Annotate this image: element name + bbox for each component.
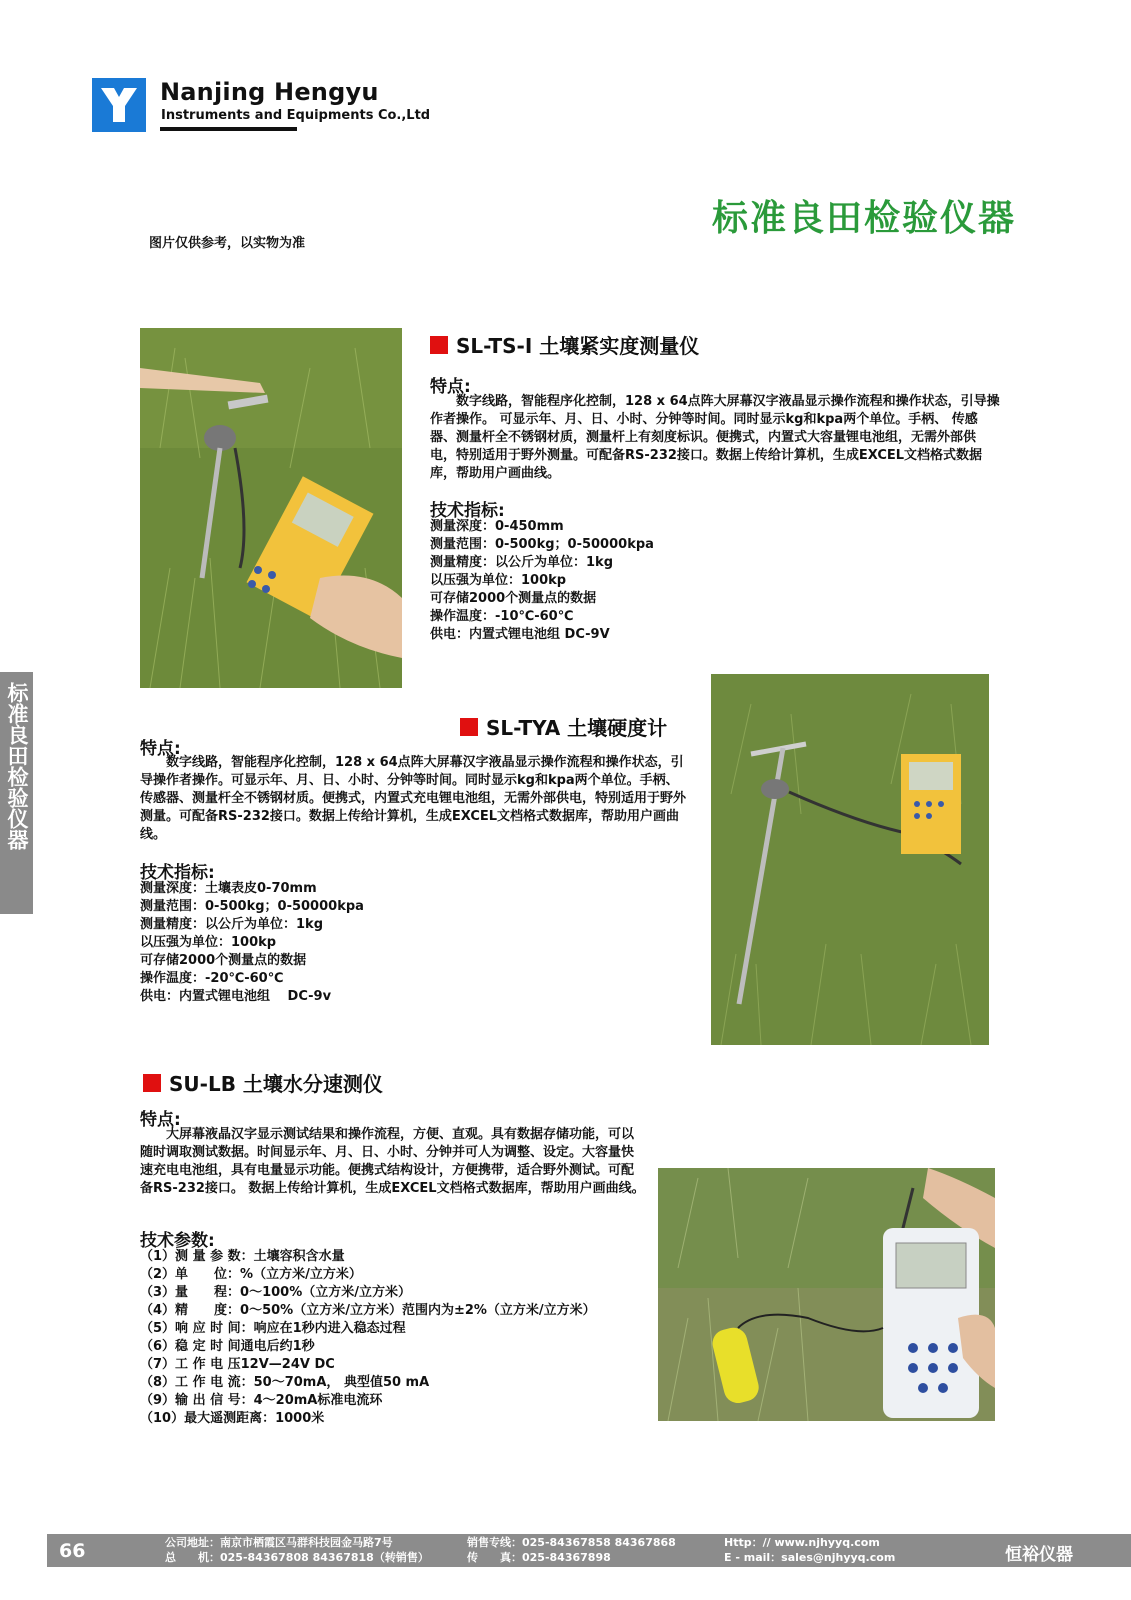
spec-item: 以压强为单位：100kp xyxy=(430,573,567,588)
features-paragraph: 数字线路，智能程序化控制，128 x 64点阵大屏幕汉字液晶显示操作流程和操作状态，引导操作者操作。 可显示年、月、日、小时、分钟等时间。同时显示kg和kpa两个单位。手柄、 传感器、测量杆全不锈钢材质，测量杆上有刻度标识。便携式，内置式大容量锂电池组，无需外部供电，特别适用于野外测量。可配备RS-232接口。数据上传给计算机，生成EXCEL文档格式数据库，帮助用户画曲线。 xyxy=(430,394,1000,481)
spec-item: （10）最大遥测距离：1000米 xyxy=(140,1411,325,1426)
side-tab xyxy=(0,672,33,914)
spec-item: （3）量 程：0～100%（立方米/立方米） xyxy=(140,1285,412,1300)
spec-item: （1）测 量 参 数：土壤容积含水量 xyxy=(140,1249,345,1264)
product-photo-sl-tya xyxy=(711,674,989,1045)
page-number: 66 xyxy=(59,1540,86,1562)
features-heading: 特点: xyxy=(140,1110,181,1130)
spec-item: 测量精度：以公斤为单位：1kg xyxy=(430,555,613,570)
footer-website[interactable]: Http：// www.njhyyq.com xyxy=(724,1536,880,1549)
spec-item: （8）工 作 电 流：50～70mA， 典型值50 mA xyxy=(140,1375,430,1390)
product-title-text: SU-LB 土壤水分速测仪 xyxy=(169,1072,383,1096)
specs-list xyxy=(140,880,364,1006)
company-subtitle: Instruments and Equipments Co.,Ltd xyxy=(161,108,431,123)
product-title-text: SL-TYA 土壤硬度计 xyxy=(486,716,668,740)
spec-item: （4）精 度：0～50%（立方米/立方米）范围内为±2%（立方米/立方米） xyxy=(140,1303,596,1318)
spec-item: （6）稳 定 时 间通电后约1秒 xyxy=(140,1339,315,1354)
footer-bar xyxy=(47,1534,1131,1567)
spec-item: 供电：内置式锂电池组 DC-9v xyxy=(140,989,332,1004)
spec-item: （5）响 应 时 间：响应在1秒内进入稳态过程 xyxy=(140,1321,406,1336)
spec-item: 可存储2000个测量点的数据 xyxy=(140,953,307,968)
specs-heading: 技术参数: xyxy=(140,1231,215,1251)
product-photo-sl-ts-i xyxy=(140,328,402,688)
red-square-icon xyxy=(430,336,448,354)
logo-y-icon xyxy=(92,78,146,132)
specs-list xyxy=(140,1248,596,1428)
spec-item: 测量深度：土壤表皮0-70mm xyxy=(140,881,317,896)
footer-fax: 传 真：025-84367898 xyxy=(467,1551,611,1564)
product-title-text: SL-TS-I 土壤紧实度测量仪 xyxy=(456,334,700,358)
footer-email[interactable]: E - mail：sales@njhyyq.com xyxy=(724,1551,896,1564)
spec-item: 测量精度：以公斤为单位：1kg xyxy=(140,917,323,932)
footer-phone: 总 机：025-84367808 84367818（转销售） xyxy=(165,1551,429,1564)
spec-item: 供电：内置式锂电池组 DC-9V xyxy=(430,627,610,642)
spec-item: 可存储2000个测量点的数据 xyxy=(430,591,597,606)
footer-address: 公司地址：南京市栖霞区马群科技园金马路7号 xyxy=(165,1536,393,1549)
features-text xyxy=(140,754,690,844)
company-logo xyxy=(92,78,146,132)
side-tab-label: 标准良田检验仪器 xyxy=(5,682,29,850)
spec-item: 测量范围：0-500kg；0-50000kpa xyxy=(430,537,654,552)
features-paragraph: 大屏幕液晶汉字显示测试结果和操作流程，方便、直观。具有数据存储功能，可以随时调取测试数据。时间显示年、月、日、小时、分钟并可人为调整、设定。大容量快速充电电池组，具有电量显示功能。便携式结构设计，方便携带，适合野外测试。可配备RS-232接口。 数据上传给计算机，生成EXCEL文档格式数据库，帮助用户画曲线。 xyxy=(140,1127,645,1196)
spec-item: （2）单 位：%（立方米/立方米） xyxy=(140,1267,362,1282)
specs-list xyxy=(430,518,654,644)
features-heading: 特点: xyxy=(140,739,181,759)
features-text xyxy=(140,1126,645,1198)
features-paragraph: 数字线路，智能程序化控制，128 x 64点阵大屏幕汉字液晶显示操作流程和操作状态，引导操作者操作。可显示年、月、日、小时、分钟等时间。同时显示kg和kpa两个单位。手柄、传感器、测量杆全不锈钢材质。便携式，内置式充电锂电池组，无需外部供电，特别适用于野外测量。可配备RS-232接口。数据上传给计算机，生成EXCEL文档格式数据库，帮助用户画曲线。 xyxy=(140,755,687,842)
spec-item: 测量深度：0-450mm xyxy=(430,519,564,534)
footer-brand: 恒裕仪器 xyxy=(1005,1545,1073,1565)
spec-item: 测量范围：0-500kg；0-50000kpa xyxy=(140,899,364,914)
product-title-su-lb xyxy=(143,1068,383,1097)
footer-sales-line: 销售专线：025-84367858 84367868 xyxy=(467,1536,676,1549)
spec-item: 操作温度：-20℃-60℃ xyxy=(140,971,284,986)
product-title-sl-ts-i xyxy=(430,330,699,359)
features-heading: 特点: xyxy=(430,377,471,397)
spec-item: （9）输 出 信 号：4～20mA标准电流环 xyxy=(140,1393,383,1408)
header-underline xyxy=(160,127,297,131)
disclaimer: 图片仅供参考，以实物为准 xyxy=(149,236,306,251)
red-square-icon xyxy=(460,718,478,736)
spec-item: （7）工 作 电 压12V—24V DC xyxy=(140,1357,335,1372)
product-title-sl-tya xyxy=(460,712,667,741)
page-heading: 标准良田检验仪器 xyxy=(711,198,1016,239)
specs-heading: 技术指标: xyxy=(140,863,215,883)
spec-item: 以压强为单位：100kp xyxy=(140,935,277,950)
features-text xyxy=(430,393,1000,483)
spec-item: 操作温度：-10℃-60℃ xyxy=(430,609,574,624)
product-photo-su-lb xyxy=(658,1168,995,1421)
company-name: Nanjing Hengyu xyxy=(160,78,379,106)
red-square-icon xyxy=(143,1074,161,1092)
specs-heading: 技术指标: xyxy=(430,501,505,521)
